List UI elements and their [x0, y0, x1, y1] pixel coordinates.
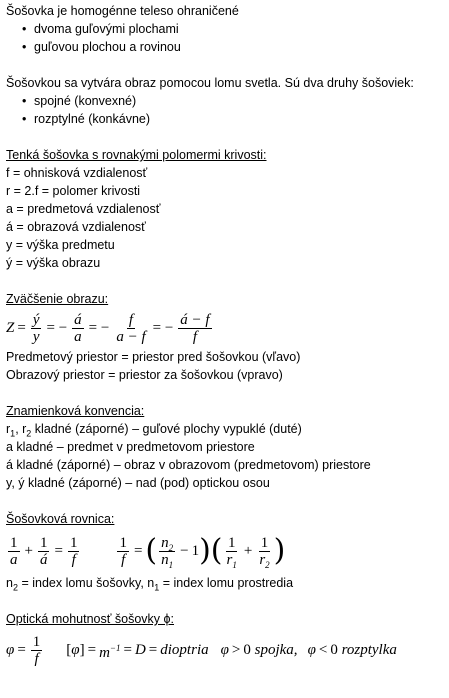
- image-space-line: Obrazový priestor = priestor za šošovkou (vpravo): [6, 368, 283, 382]
- convention-line: y, ý kladné (záporné) – nad (pod) optickou osou: [6, 476, 270, 490]
- definition-line: r = 2.f = polomer krivosti: [6, 184, 141, 198]
- converging-lens-label: spojka,: [254, 642, 298, 658]
- list-item: • spojné (konvexné): [6, 92, 446, 110]
- list-item: • dvoma guľovými plochami: [6, 20, 446, 38]
- list-item: • guľovou plochou a rovinou: [6, 38, 446, 56]
- optical-power-heading: Optická mohutnosť šošovky ϕ:: [6, 612, 175, 626]
- definition-line: a = predmetová vzdialenosť: [6, 202, 161, 216]
- convention-line: á kladné (záporné) – obraz v obrazovom (predmetovom) priestore: [6, 458, 371, 472]
- object-space-line: Predmetový priestor = priestor pred šošovkou (vľavo): [6, 350, 301, 364]
- convention-line: $r_1$, $r_2$ kladné (záporné) – guľové plochy vypuklé (duté): [6, 422, 302, 439]
- definition-line: á = obrazová vzdialenosť: [6, 220, 146, 234]
- list-item: • rozptylné (konkávne): [6, 110, 446, 128]
- dioptria-label: dioptria: [160, 642, 209, 658]
- definition-line: y = výška predmetu: [6, 238, 115, 252]
- refractive-index-line: $n_2$ = index lomu šošovky, $n_1$ = index lomu prostredia: [6, 576, 294, 593]
- convention-line: a kladné – predmet v predmetovom priestore: [6, 440, 255, 454]
- diverging-lens-label: rozptylka: [341, 642, 397, 658]
- definition-line: f = ohnisková vzdialenosť: [6, 166, 148, 180]
- thin-lens-heading: Tenká šošovka s rovnakými polomermi krivosti:: [6, 148, 267, 162]
- sign-convention-heading: Znamienková konvencia:: [6, 404, 145, 418]
- document: [6, 2, 446, 672]
- optical-power-formula: φ = $\frac{1}{f}$ [ φ ] = $m^{-1}$ = D = dioptria φ > 0 spojka, φ < 0 rozptylka: [6, 633, 397, 667]
- lens-equation-formula: $\frac{1}{a}$ + $\frac{1}{á}$ = $\frac{1}{f}$ $\frac{1}{f}$ = ( $\frac{n_2}{n_1}$ − 1 )( $\frac{1}{r_1}$ + $\frac{1}{r_2}$ ): [10, 533, 286, 570]
- lens-types-intro: Šošovkou sa vytvára obraz pomocou lomu svetla. Sú dva druhy šošoviek:: [6, 76, 414, 90]
- definition-line: ý = výška obrazu: [6, 256, 101, 270]
- magnification-heading: Zväčšenie obrazu:: [6, 292, 109, 306]
- magnification-formula: Z = $\frac{ý}{y}$ = − $\frac{á}{a}$ = − $\frac{f}{a - f}$ = − $\frac{á - f}{f}$: [6, 311, 210, 345]
- lens-definition: Šošovka je homogénne teleso ohraničené: [6, 4, 239, 18]
- lens-equation-heading: Šošovková rovnica:: [6, 512, 115, 526]
